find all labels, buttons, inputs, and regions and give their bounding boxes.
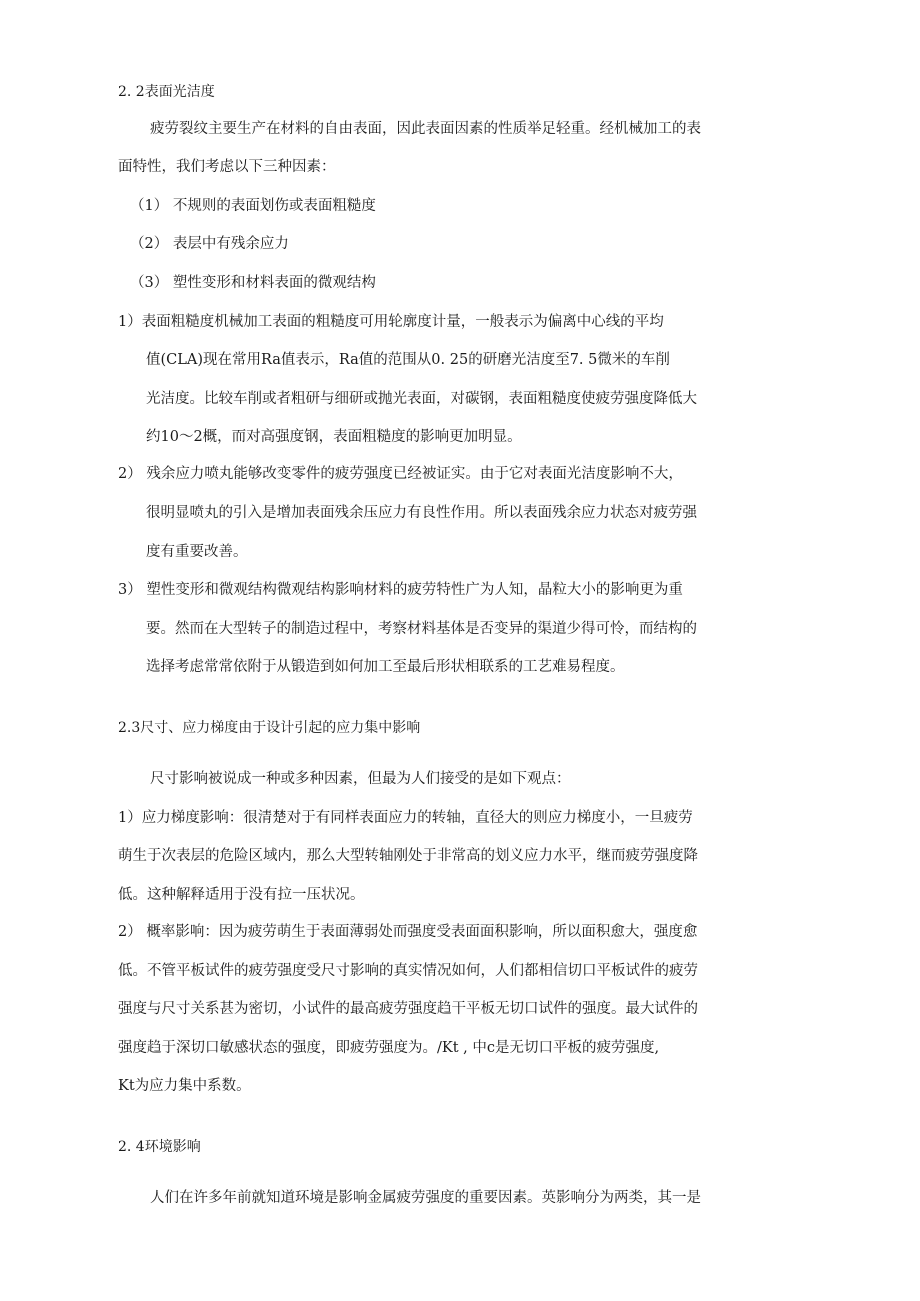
section-heading-2-2: 2. 2表面光洁度 [118, 84, 215, 100]
numbered-item-line: 2） 概率影响：因为疲劳萌生于表面薄弱处而强度受表面面积影响，所以面积愈大，强度愈 [118, 924, 698, 940]
numbered-item-line: 1）应力梯度影响：很清楚对于有同样表面应力的转轴，直径大的则应力梯度小，一旦疲劳 [118, 810, 693, 826]
factor-item-3: （3） 塑性变形和材料表面的微观结构 [130, 275, 376, 291]
numbered-item-line: 要。然而在大型转子的制造过程中，考察材料基体是否变异的渠道少得可怜，而结构的 [146, 621, 697, 637]
numbered-item-line: 选择考虑常常依附于从锻造到如何加工至最后形状相联系的工艺难易程度。 [146, 659, 625, 675]
numbered-item-line: 度有重要改善。 [146, 544, 248, 560]
numbered-item-line: 萌生于次表层的危险区域内，那么大型转轴刚处于非常高的划义应力水平，继而疲劳强度降 [118, 848, 698, 864]
numbered-item-line: 1）表面粗糙度机械加工表面的粗糙度可用轮廓度计量，一般表示为偏离中心线的平均 [118, 314, 664, 330]
numbered-item-line: 低。这种解释适用于没有拉一压状况。 [118, 887, 365, 903]
numbered-item-line: 强度趋于深切口敏感状态的强度，即疲劳强度为。/Kt , 中c是无切口平板的疲劳强度, [118, 1040, 660, 1056]
numbered-item-line: 约10〜2概，而对高强度钢，表面粗糙度的影响更加明显。 [146, 429, 522, 445]
numbered-item-line: 很明显喷丸的引入是增加表面残余压应力有良性作用。所以表面残余应力状态对疲劳强 [146, 505, 697, 521]
numbered-item-line: Kt为应力集中系数。 [118, 1078, 251, 1094]
numbered-item-line: 低。不管平板试件的疲劳强度受尺寸影响的真实情况如何，人们都相信切口平板试件的疲劳 [118, 963, 698, 979]
numbered-item-line: 3） 塑性变形和微观结构微观结构影响材料的疲劳特性广为人知，晶粒大小的影响更为重 [118, 582, 683, 598]
paragraph-line: 人们在许多年前就知道环境是影响金属疲劳强度的重要因素。英影响分为两类，其一是 [150, 1190, 701, 1206]
factor-item-1: （1） 不规则的表面划伤或表面粗糙度 [130, 198, 376, 214]
section-heading-2-4: 2. 4环境影响 [118, 1139, 201, 1155]
paragraph-line: 尺寸影响被说成一种或多种因素，但最为人们接受的是如下观点： [150, 771, 571, 787]
section-heading-2-3: 2.3尺寸、应力梯度由于设计引起的应力集中影响 [118, 720, 421, 736]
numbered-item-line: 值(CLA)现在常用Ra值表示，Ra值的范围从0. 25的研磨光洁度至7. 5微米的车削 [146, 352, 670, 368]
paragraph-line: 疲劳裂纹主要生产在材料的自由表面，因此表面因素的性质举足轻重。经机械加工的表 [150, 121, 701, 137]
numbered-item-line: 强度与尺寸关系甚为密切，小试件的最高疲劳强度趋干平板无切口试件的强度。最大试件的 [118, 1001, 698, 1017]
paragraph-line: 面特性，我们考虑以下三种因素： [118, 159, 336, 175]
factor-item-2: （2） 表层中有残余应力 [130, 236, 289, 252]
numbered-item-line: 光洁度。比较车削或者粗研与细研或抛光表面，对碳钢，表面粗糙度使疲劳强度降低大 [146, 391, 697, 407]
numbered-item-line: 2） 残余应力喷丸能够改变零件的疲劳强度已经被证实。由于它对表面光洁度影响不大， [118, 466, 683, 482]
